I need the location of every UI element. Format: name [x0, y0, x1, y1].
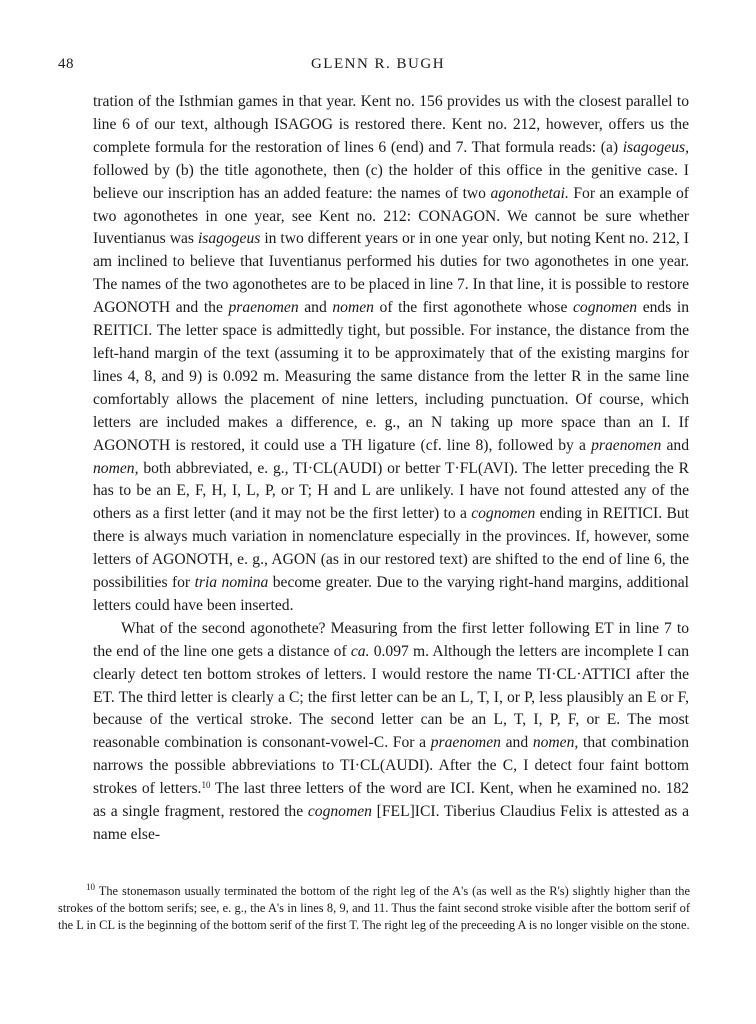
term-italic: isagogeus	[197, 230, 261, 248]
paragraph-2: What of the second agonothete? Measuring from the first letter following ET in line 7 to the end of the line one gets a distance of ca. 0.097 m. Although the letters are incomplete I can clearly detect ten bottom strokes of letters. I would restore the name TI·CL·ATTICI after the ET. The third letter is clearly a C; the first letter can be an L, T, I, or P, less plausibly an E or F, because of the vertical stroke. The second letter can be an L, T, I, P, F, or E. The most reasonable combination is consonant-vowel-C. For a praenomen and nomen, that combination narrows the possible abbreviations to TI·CL(AUDI). After the C, I detect four faint bottom strokes of letters.$^{10}$ The last three letters of the word are ICI. Kent, when he examined no. 182 as a single fragment, restored the cognomen [FEL]ICI. Tiberius Claudius Felix is attested as a name else-	[93, 619, 690, 843]
running-head: GLENN R. BUGH	[310, 56, 446, 72]
term-italic: cognomen	[573, 299, 638, 317]
page-number: 48	[58, 56, 74, 72]
term-italic: praenomen	[228, 299, 299, 317]
term-italic: cognomen	[471, 505, 536, 523]
term-italic: isagogeus,	[622, 138, 689, 156]
term-italic: nomen,	[532, 734, 579, 752]
footnote-marker: 10	[86, 882, 95, 892]
term-italic: tria nomina	[194, 574, 269, 592]
term-italic: nomen,	[93, 459, 139, 477]
paragraph-1: tration of the Isthmian games in that year. Kent no. 156 provides us with the closest parallel to line 6 of our text, although ISAGOG is restored there. Kent no. 212, however, offers us the complete formula for the restoration of lines 6 (end) and 7. That formula reads: (a) isagogeus, followed by (b) the title agonothete, then (c) the holder of this office in the genitive case. I believe our inscription has an added feature: the names of two agonothetai. For an example of two agonothetes in one year, see Kent no. 212: CONAGON. We cannot be sure whether Iuventianus was isagogeus in two different years or in one year only, but noting Kent no. 212, I am inclined to believe that Iuventianus performed his duties for two agonothetes in one year. The names of the two agonothetes are to be placed in line 7. In that line, it is possible to restore AGONOTH and the praenomen and nomen of the first agonothete whose cognomen ends in REITICI. The letter space is admittedly tight, but possible. For instance, the distance from the left-hand margin of the text (assuming it to be approximately that of the existing margins for lines 4, 8, and 9) is 0.092 m. Measuring the same distance from the letter R in the same line comfortably allows the placement of nine letters, including punctuation. Of course, which letters are included makes a difference, e. g., an N taking up more space than an I. If AGONOTH is restored, it could use a TH ligature (cf. line 8), followed by a praenomen and nomen, both abbreviated, e. g., TI·CL(AUDI) or better T·FL(AVI). The letter preceding the R has to be an E, F, H, I, L, P, or T; H and L are unlikely. I have not found attested any of the others as a first letter (and it may not be the first letter) to a cognomen ending in REITICI. But there is always much variation in nomenclature especially in the provinces. If, however, some letters of AGONOTH, e. g., AGON (as in our restored text) are shifted to the end of line 6, the possibilities for tria nomina become greater. Due to the varying right-hand margins, additional letters could have been inserted.	[93, 93, 690, 614]
term-italic: ca.	[350, 642, 370, 660]
footnote	[58, 883, 690, 935]
term-italic: praenomen	[591, 436, 662, 454]
footnote-reference[interactable]: 10	[201, 780, 211, 791]
term-italic: praenomen	[430, 734, 501, 752]
footnote-10: $^{10}$ The stonemason usually terminated the bottom of the right leg of the A's (as well as the R's) slightly higher than the strokes of the bottom serifs; see, e. g., the A's in lines 8, 9, and 11. Thus the faint second stroke visible after the bottom serif of the L in CL is the beginning of the bottom serif of the first T. The right leg of the preceeding A is no longer visible on the stone.	[58, 882, 690, 933]
term-italic: agonothetai.	[490, 184, 569, 202]
body-text	[93, 91, 689, 847]
term-italic: cognomen	[307, 803, 372, 821]
term-italic: nomen	[332, 299, 374, 317]
